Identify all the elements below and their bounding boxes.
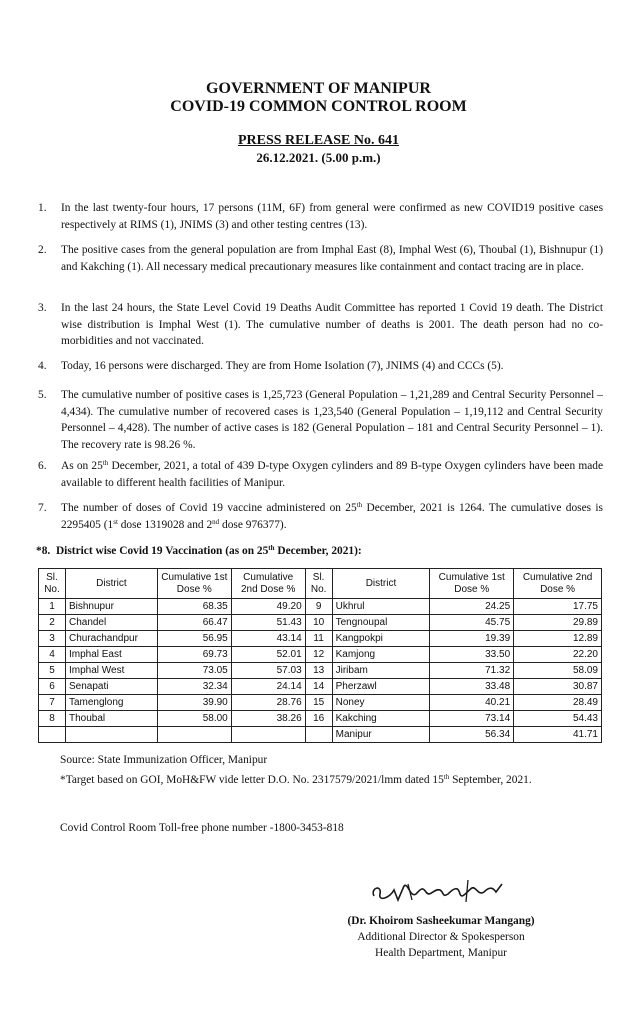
- paragraph-number: 4.: [38, 360, 47, 372]
- header-1st-dose: Cumulative 1st Dose %: [157, 569, 231, 599]
- cell-first-dose: 56.34: [430, 727, 514, 743]
- cell-second-dose: 24.14: [231, 679, 305, 695]
- table-header-row: [39, 569, 602, 599]
- cell-second-dose: 51.43: [231, 615, 305, 631]
- cell-second-dose: 28.76: [231, 695, 305, 711]
- table-row: [39, 727, 602, 743]
- cell-second-dose: 17.75: [514, 599, 602, 615]
- cell-district: Kakching: [332, 711, 430, 727]
- cell-first-dose: [157, 727, 231, 743]
- toll-free-number: Covid Control Room Toll-free phone number -1800-3453-818: [60, 822, 344, 834]
- cell-district: Senapati: [65, 679, 157, 695]
- paragraph-text: In the last 24 hours, the State Level Covid 19 Deaths Audit Committee has reported 1 Covid 19 death. The District wise distribution is Imphal West (1). The cumulative number of deaths is 2001. The death person had no co-morbidities and not vaccinated.: [61, 302, 603, 347]
- cell-sl-no: 11: [305, 631, 332, 647]
- cell-second-dose: [231, 727, 305, 743]
- header-2nd-dose: Cumulative 2nd Dose %: [231, 569, 305, 599]
- paragraph-text: Today, 16 persons were discharged. They are from Home Isolation (7), JNIMS (4) and CCCs (5).: [61, 360, 504, 372]
- signatory-department: Health Department, Manipur: [375, 947, 507, 959]
- cell-first-dose: 73.05: [157, 663, 231, 679]
- cell-second-dose: 28.49: [514, 695, 602, 711]
- table-row: [39, 631, 602, 647]
- cell-first-dose: 66.47: [157, 615, 231, 631]
- cell-sl-no: 8: [39, 711, 66, 727]
- cell-first-dose: 56.95: [157, 631, 231, 647]
- header-control-room: COVID-19 COMMON CONTROL ROOM: [170, 98, 467, 115]
- cell-district: Kangpokpi: [332, 631, 430, 647]
- section-8-prefix: *8.: [36, 545, 51, 557]
- cell-sl-no: 5: [39, 663, 66, 679]
- cell-district: Imphal West: [65, 663, 157, 679]
- cell-first-dose: 73.14: [430, 711, 514, 727]
- cell-district: Manipur: [332, 727, 430, 743]
- header-sl-no: Sl. No.: [305, 569, 332, 599]
- header-2nd-dose: Cumulative 2nd Dose %: [514, 569, 602, 599]
- paragraph-text: In the last twenty-four hours, 17 persons (11M, 6F) from general were confirmed as new COVID19 positive cases respectively at RIMS (1), JNIMS (3) and other testing centres (13).: [61, 202, 603, 231]
- cell-second-dose: 22.20: [514, 647, 602, 663]
- cell-first-dose: 71.32: [430, 663, 514, 679]
- press-release-number: PRESS RELEASE No. 641: [237, 133, 400, 148]
- cell-second-dose: 30.87: [514, 679, 602, 695]
- paragraph-number: 1.: [38, 202, 47, 214]
- table-row: [39, 711, 602, 727]
- header-1st-dose: Cumulative 1st Dose %: [430, 569, 514, 599]
- cell-sl-no: 2: [39, 615, 66, 631]
- target-note: *Target based on GOI, MoH&FW vide letter D.O. No. 2317579/2021/lmm dated 15th September, 2021.: [60, 773, 532, 786]
- cell-district: [65, 727, 157, 743]
- paragraph-number: 3.: [38, 302, 47, 314]
- paragraph-number: 5.: [38, 389, 47, 401]
- signatory-name: (Dr. Khoirom Sasheekumar Mangang): [347, 915, 535, 927]
- cell-second-dose: 49.20: [231, 599, 305, 615]
- cell-first-dose: 32.34: [157, 679, 231, 695]
- cell-second-dose: 52.01: [231, 647, 305, 663]
- cell-second-dose: 54.43: [514, 711, 602, 727]
- cell-sl-no: 15: [305, 695, 332, 711]
- paragraph-text: As on 25th December, 2021, a total of 439 D-type Oxygen cylinders and 89 B-type Oxygen cylinders have been made available to different health facilities of Manipur.: [61, 459, 603, 489]
- section-8-title: District wise Covid 19 Vaccination (as on 25: [55, 545, 269, 557]
- paragraph-number: 7.: [38, 502, 47, 514]
- cell-second-dose: 41.71: [514, 727, 602, 743]
- table-row: [39, 647, 602, 663]
- cell-sl-no: 12: [305, 647, 332, 663]
- vaccination-table: [38, 568, 602, 743]
- cell-second-dose: 29.89: [514, 615, 602, 631]
- cell-sl-no: [39, 727, 66, 743]
- signatory-title: Additional Director & Spokesperson: [357, 931, 525, 943]
- paragraph-text: The cumulative number of positive cases is 1,25,723 (General Population – 1,21,289 and Central Security Personnel – 4,434). The cumulative number of recovered cases is 1,23,540 (General Population – 1,19,112 and Central Security Personnel – 4,428). The number of active cases is 182 (General Population – 181 and Central Security Personnel – 1). The recovery rate is 98.26 %.: [61, 389, 603, 451]
- cell-district: Bishnupur: [65, 599, 157, 615]
- cell-first-dose: 68.35: [157, 599, 231, 615]
- paragraph-number: 2.: [38, 244, 47, 256]
- cell-district: Thoubal: [65, 711, 157, 727]
- cell-first-dose: 58.00: [157, 711, 231, 727]
- paragraph-number: 6.: [38, 460, 47, 472]
- cell-sl-no: 1: [39, 599, 66, 615]
- table-row: [39, 695, 602, 711]
- cell-first-dose: 45.75: [430, 615, 514, 631]
- signature-image: [368, 874, 518, 908]
- cell-first-dose: 33.48: [430, 679, 514, 695]
- cell-sl-no: 3: [39, 631, 66, 647]
- cell-district: Jiribam: [332, 663, 430, 679]
- header-district: District: [332, 569, 430, 599]
- cell-first-dose: 19.39: [430, 631, 514, 647]
- cell-sl-no: [305, 727, 332, 743]
- cell-district: Ukhrul: [332, 599, 430, 615]
- cell-district: Tamenglong: [65, 695, 157, 711]
- cell-sl-no: 13: [305, 663, 332, 679]
- cell-sl-no: 10: [305, 615, 332, 631]
- table-row: [39, 663, 602, 679]
- cell-district: Kamjong: [332, 647, 430, 663]
- cell-first-dose: 24.25: [430, 599, 514, 615]
- paragraph-text: The positive cases from the general population are from Imphal East (8), Imphal West (6), Thoubal (1), Bishnupur (1) and Kakching (1). All necessary medical precautionary measures like containment and contact tracing are in place.: [61, 244, 603, 273]
- header-government: GOVERNMENT OF MANIPUR: [206, 80, 431, 97]
- header-district: District: [65, 569, 157, 599]
- cell-district: Chandel: [65, 615, 157, 631]
- cell-first-dose: 39.90: [157, 695, 231, 711]
- header-sl-no: Sl. No.: [39, 569, 66, 599]
- paragraph-text: The number of doses of Covid 19 vaccine administered on 25th December, 2021 is 1264. The cumulative doses is 2295405 (1st dose 1319028 and 2nd dose 976377).: [61, 501, 603, 531]
- cell-second-dose: 57.03: [231, 663, 305, 679]
- cell-first-dose: 33.50: [430, 647, 514, 663]
- cell-second-dose: 43.14: [231, 631, 305, 647]
- cell-district: Churachandpur: [65, 631, 157, 647]
- cell-first-dose: 69.73: [157, 647, 231, 663]
- cell-district: Pherzawl: [332, 679, 430, 695]
- cell-district: Imphal East: [65, 647, 157, 663]
- section-8-heading: *8. District wise Covid 19 Vaccination (as on 25th December, 2021):: [36, 544, 362, 557]
- cell-sl-no: 14: [305, 679, 332, 695]
- cell-second-dose: 12.89: [514, 631, 602, 647]
- cell-district: Tengnoupal: [332, 615, 430, 631]
- cell-district: Noney: [332, 695, 430, 711]
- table-row: [39, 599, 602, 615]
- cell-sl-no: 4: [39, 647, 66, 663]
- cell-sl-no: 16: [305, 711, 332, 727]
- press-release-date: 26.12.2021. (5.00 p.m.): [256, 150, 381, 165]
- cell-first-dose: 40.21: [430, 695, 514, 711]
- cell-sl-no: 6: [39, 679, 66, 695]
- table-row: [39, 679, 602, 695]
- cell-second-dose: 58.09: [514, 663, 602, 679]
- cell-sl-no: 9: [305, 599, 332, 615]
- cell-second-dose: 38.26: [231, 711, 305, 727]
- source-note: Source: State Immunization Officer, Manipur: [60, 754, 268, 766]
- table-row: [39, 615, 602, 631]
- cell-sl-no: 7: [39, 695, 66, 711]
